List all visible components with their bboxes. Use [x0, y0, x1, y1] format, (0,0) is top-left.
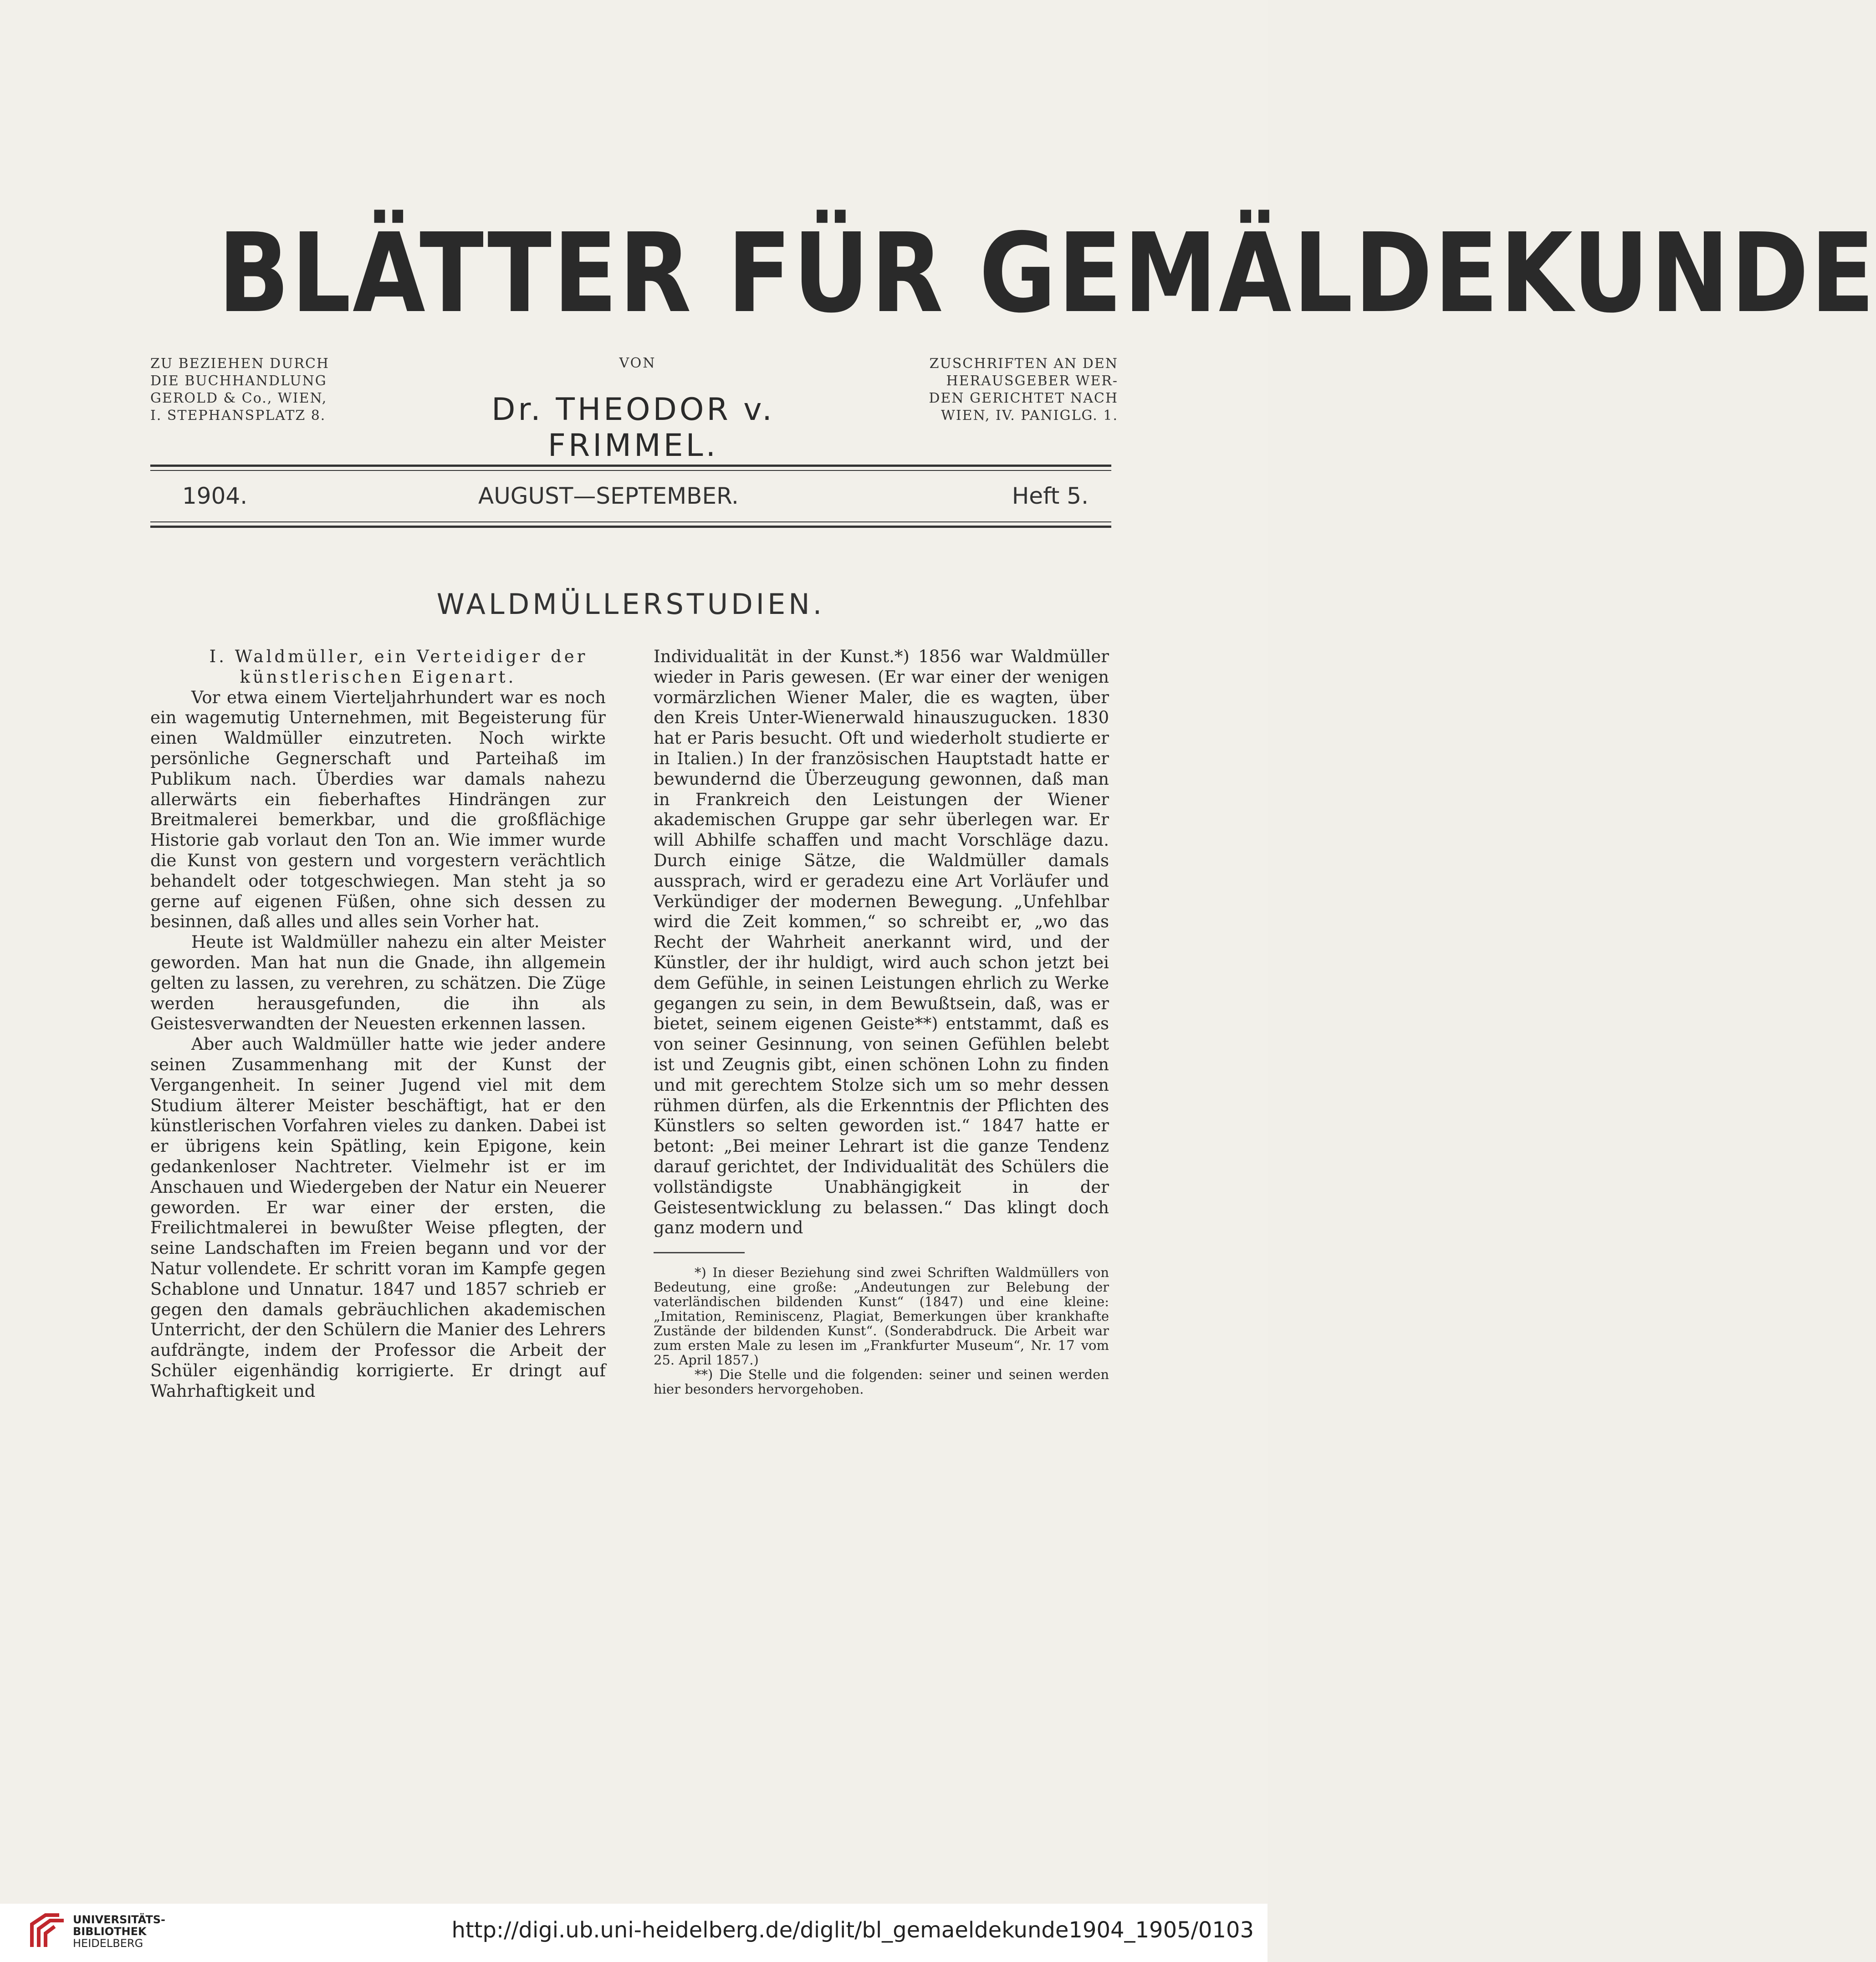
top-rule — [150, 465, 1111, 467]
left-column — [150, 647, 606, 1401]
info-line: HERAUSGEBER WER- — [946, 373, 1118, 389]
footnote-rule — [654, 1252, 745, 1253]
footnotes — [654, 1265, 1109, 1396]
von-label: VON — [619, 355, 656, 371]
info-line: ZU BEZIEHEN DURCH — [150, 356, 330, 372]
bottom-rule — [150, 526, 1111, 528]
paragraph: Aber auch Waldmüller hatte wie jeder andere seinen Zusammenhang mit der Kunst der Vergangenheit. In seiner Jugend viel mit dem Studium älterer Meister beschäftigt, hat er den künstlerischen Vorfahren vieles zu danken. Dabei ist er übrigens kein Spätling, kein Epigone, kein gedankenloser Nachtreter. Vielmehr ist er im Anschauen und Wiedergeben der Natur ein Neuerer geworden. Er war einer der ersten, die Freilichtmalerei in bewußter Weise pflegten, der seine Landschaften im Freien begann und vor der Natur vollendete. Er schritt voran im Kampfe gegen Schablone und Unnatur. 1847 und 1857 schrieb er gegen den damals gebräuchlichen akademischen Unterricht, der den Schülern die Manier des Lehrers aufdrängte, indem der Professor die Arbeit der Schüler eigenhändig korrigierte. Er dringt auf Wahrhaftigkeit und — [150, 1034, 606, 1401]
library-logo-icon — [27, 1911, 68, 1952]
journal-masthead: BLÄTTER FÜR GEMÄLDEKUNDE — [218, 209, 1876, 337]
issue-number: Heft 5. — [1012, 483, 1089, 509]
article-title: WALDMÜLLERSTUDIEN. — [436, 588, 825, 621]
info-line: ZUSCHRIFTEN AN DEN — [929, 356, 1118, 372]
paragraph: Vor etwa einem Vierteljahrhundert war es noch ein wagemutig Unternehmen, mit Begeisterung für einen Waldmüller einzutreten. Noch wirkte persönliche Gegnerschaft und Parteihaß im Publikum nach. Überdies war damals nahezu allerwärts ein fieberhaftes Hindrängen zur Breitmalerei bemerkbar, und die großflächige Historie gab vorlaut den Ton an. Wie immer wurde die Kunst von gestern und vorgestern verächtlich behandelt oder totgeschwiegen. Man steht ja so gerne auf eigenen Füßen, ohne sich dessen zu besinnen, daß alles und alles sein Vorher hat. — [150, 687, 606, 932]
info-line: DEN GERICHTET NACH — [929, 390, 1118, 406]
library-line: HEIDELBERG — [73, 1937, 143, 1950]
info-line: I. STEPHANSPLATZ 8. — [150, 408, 326, 424]
editor-name: Dr. THEODOR v. FRIMMEL. — [491, 392, 775, 464]
issue-line — [182, 478, 1089, 519]
issue-year: 1904. — [182, 483, 248, 509]
library-line: UNIVERSITÄTS- — [73, 1913, 166, 1926]
info-line: WIEN, IV. PANIGLG. 1. — [941, 408, 1118, 424]
library-name — [73, 1914, 165, 1949]
top-rule-thin — [150, 470, 1111, 471]
footnote: **) Die Stelle und die folgenden: seiner und seinen werden hier besonders hervorgehoben. — [654, 1367, 1109, 1397]
paragraph: Heute ist Waldmüller nahezu ein alter Meister geworden. Man hat nun die Gnade, ihn allgemein gelten zu lassen, zu verehren, zu schätzen. Die Züge werden herausgefunden, die ihn als Geistesverwandten der Neuesten erkennen lassen. — [150, 932, 606, 1034]
bottom-rule-thin — [150, 521, 1111, 522]
subscription-info — [150, 355, 387, 424]
paragraph: Individualität in der Kunst.*) 1856 war Waldmüller wieder in Paris gewesen. (Er war einer der wenigen vormärzlichen Wiener Maler, die es wagten, über den Kreis Unter-Wienerwald hinauszugucken. 1830 hat er Paris besucht. Oft und wiederholt studierte er in Italien.) In der französischen Hauptstadt hatte er bewundernd die Überzeugung gewonnen, daß man in Frankreich den Leistungen der Wiener akademischen Gruppe gar sehr überlegen war. Er will Abhilfe schaffen und macht Vorschläge dazu. Durch einige Sätze, die Waldmüller damals aussprach, wird er geradezu eine Art Vorläufer und Verkündiger der modernen Bewegung. „Unfehlbar wird die Zeit kommen,“ so schreibt er, „wo das Recht der Wahrheit anerkannt wird, und der Künstler, der ihr huldigt, wird auch schon jetzt bei dem Gefühle, in seinen Leistungen ehrlich zu Werke gegangen zu sein, in dem Bewußtsein, daß, was er bietet, seinem eigenen Geiste**) entstammt, daß es von seiner Gesinnung, von seinen Gefühlen belebt ist und Zeugnis gibt, einen schönen Lohn zu finden und mit gerechtem Stolze sich um so mehr dessen rühmen dürfen, als die Erkenntnis der Pflichten des Künstlers so selten geworden ist.“ 1847 hatte er betont: „Bei meiner Lehrart ist die ganze Tendenz darauf gerichtet, der Individualität des Schülers die vollständigste Unabhängigkeit in der Geistesentwicklung zu belassen.“ Das klingt doch ganz modern und — [654, 647, 1109, 1238]
info-line: GEROLD & Co., WIEN, — [150, 390, 327, 406]
footnote: *) In dieser Beziehung sind zwei Schriften Waldmüllers von Bedeutung, eine große: „Andeutungen zur Belebung der vaterländischen bildenden Kunst“ (1847) und eine kleine: „Imitation, Reminiscenz, Plagiat, Bemerkungen über krankhafte Zustände der bildenden Kunst“. (Sonderabdruck. Die Arbeit war zum ersten Male zu lesen im „Frankfurter Museum“, Nr. 17 vom 25. April 1857.) — [654, 1265, 1109, 1368]
source-url-link[interactable]: http://digi.ub.uni-heidelberg.de/diglit/bl_gemaeldekunde1904_1905/0103 — [451, 1917, 1254, 1943]
info-line: DIE BUCHHANDLUNG — [150, 373, 327, 389]
section-heading: I. Waldmüller, ein Verteidiger der künstlerischen Eigenart. — [209, 647, 588, 687]
right-column — [654, 647, 1109, 1396]
issue-months: AUGUST—SEPTEMBER. — [478, 483, 739, 509]
correspondence-info — [881, 355, 1118, 424]
library-line: BIBLIOTHEK — [73, 1925, 147, 1938]
